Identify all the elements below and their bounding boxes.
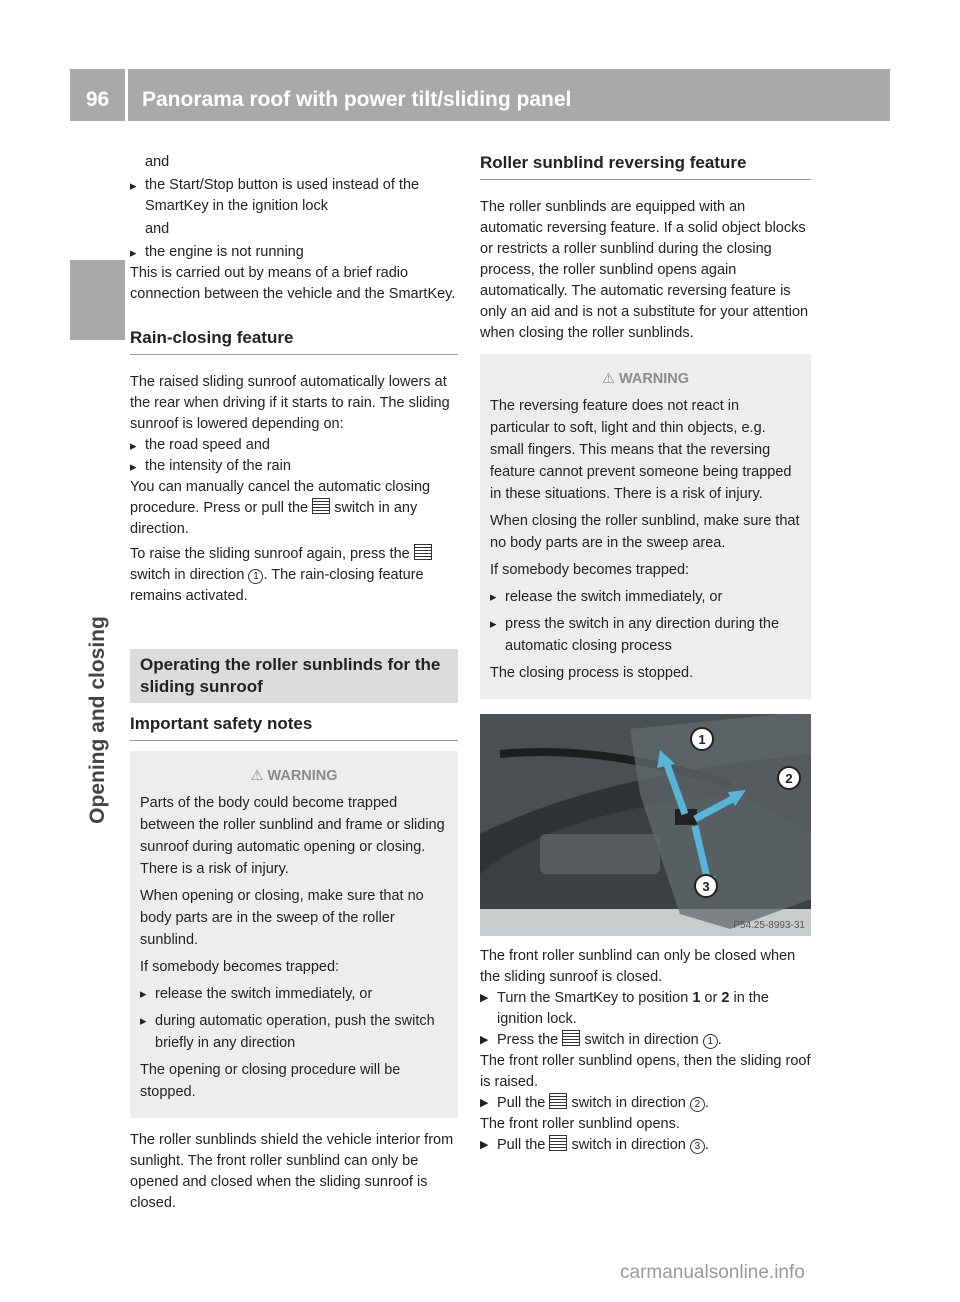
list-item: ▸ the engine is not running [130,242,458,263]
paragraph: To raise the sliding sunroof again, press the switch in direction 1 . The rain-closing feature remains activated. [130,544,458,607]
callout-3-label: 3 [702,879,710,894]
warning-text: If somebody becomes trapped: [490,562,690,578]
heading-safety-notes: Important safety notes [130,713,458,741]
roller-sunblind-switch-photo [480,714,811,936]
text-and: and [145,154,170,170]
page-header [70,69,890,121]
paragraph: The raised sliding sunroof automatically lowers at the rear when driving if it starts to rain. The sliding sunroof is lowered depending on: [130,374,450,432]
switch-icon [549,1135,567,1151]
warning-icon: ⚠ [250,768,264,784]
heading-rain-closing: Rain-closing feature [130,327,458,355]
warning-text: When closing the roller sunblind, make sure that no body parts are in the sweep area. [490,513,800,551]
direction-2-icon: 2 [690,1097,705,1112]
page-title: Panorama roof with power tilt/sliding panel [142,88,572,111]
warning-text: When opening or closing, make sure that no body parts are in the sweep of the roller sunblind. [140,888,424,948]
warning-list-item: ▸ during automatic operation, push the switch briefly in any direction [140,1010,448,1054]
image-code: P54.25-8993-31 [733,920,805,931]
list-item: ▸ the intensity of the rain [130,456,458,477]
list-item: ▸ the Start/Stop button is used instead of the SmartKey in the ignition lock [130,175,458,217]
paragraph: The roller sunblinds are equipped with an automatic reversing feature. If a solid object blocks or restricts a roller sunblind during the closing process, the roller sunblind opens again automatically. The automatic reversing feature is only an aid and is not a substitute for your attention when closing the roller sunblinds. [480,199,809,341]
right-column-lower [480,946,811,1156]
text-and: and [145,221,170,237]
instruction-result: The front roller sunblind opens. [480,1116,680,1132]
warning-list-item: ▸ press the switch in any direction during the automatic closing process [490,613,801,657]
header-divider [125,69,128,121]
warning-title: ⚠ WARNING [601,371,690,387]
section-label-text: Opening and closing [86,616,109,824]
warning-text: Parts of the body could become trapped between the roller sunblind and frame or sliding sunroof during automatic opening or closing. There is a risk of injury. [140,795,445,877]
instruction-step: ▶ Pull the switch in direction 2 . [480,1093,811,1114]
paragraph: You can manually cancel the automatic closing procedure. Press or pull the switch in any direction. [130,479,431,537]
instruction-step: ▶ Press the switch in direction 1 . [480,1030,811,1051]
paragraph: The roller sunblinds shield the vehicle interior from sunlight. The front roller sunblind can only be opened and closed when the sliding sunroof is closed. [130,1132,454,1211]
switch-icon [312,498,330,514]
warning-box [480,354,811,699]
page-number: 96 [85,88,110,111]
paragraph: The front roller sunblind can only be closed when the sliding sunroof is closed. [480,948,796,985]
warning-box [130,751,458,1118]
instruction-result: The front roller sunblind opens, then the sliding roof is raised. [480,1053,811,1090]
section-label [72,600,124,840]
instruction-step: ▶ Pull the switch in direction 3 . [480,1135,811,1156]
switch-icon [549,1093,567,1109]
section-heading: Operating the roller sunblinds for the sliding sunroof [130,649,458,703]
direction-3-icon: 3 [690,1139,705,1154]
list-item: ▸ the road speed and [130,435,458,456]
heading-reversing-feature: Roller sunblind reversing feature [480,152,811,180]
switch-icon [414,544,432,560]
warning-list-item: ▸ release the switch immediately, or [490,586,801,608]
warning-text: The opening or closing procedure will be stopped. [140,1062,401,1100]
switch-icon [562,1030,580,1046]
direction-1-icon: 1 [248,569,263,584]
right-column [480,152,811,764]
warning-text: If somebody becomes trapped: [140,959,340,975]
callout-1-label: 1 [698,732,706,747]
sidebar-tab [70,260,125,340]
instruction-step: ▶ Turn the SmartKey to position 1 or 2 in the ignition lock. [480,988,811,1030]
warning-list-item: ▸ release the switch immediately, or [140,983,448,1005]
left-column [130,152,458,1214]
warning-text: The reversing feature does not react in particular to soft, light and thin objects, e.g. small fingers. This means that the reversing feature cannot prevent someone being trapped in these situations. There is a risk of injury. [490,398,792,502]
watermark: carmanualsonline.info [620,1262,805,1283]
direction-1-icon: 1 [703,1034,718,1049]
paragraph: This is carried out by means of a brief radio connection between the vehicle and the SmartKey. [130,265,456,302]
callout-2-label: 2 [785,771,793,786]
warning-icon: ⚠ [601,371,615,387]
warning-title: ⚠ WARNING [250,768,338,784]
warning-text: The closing process is stopped. [490,665,694,681]
